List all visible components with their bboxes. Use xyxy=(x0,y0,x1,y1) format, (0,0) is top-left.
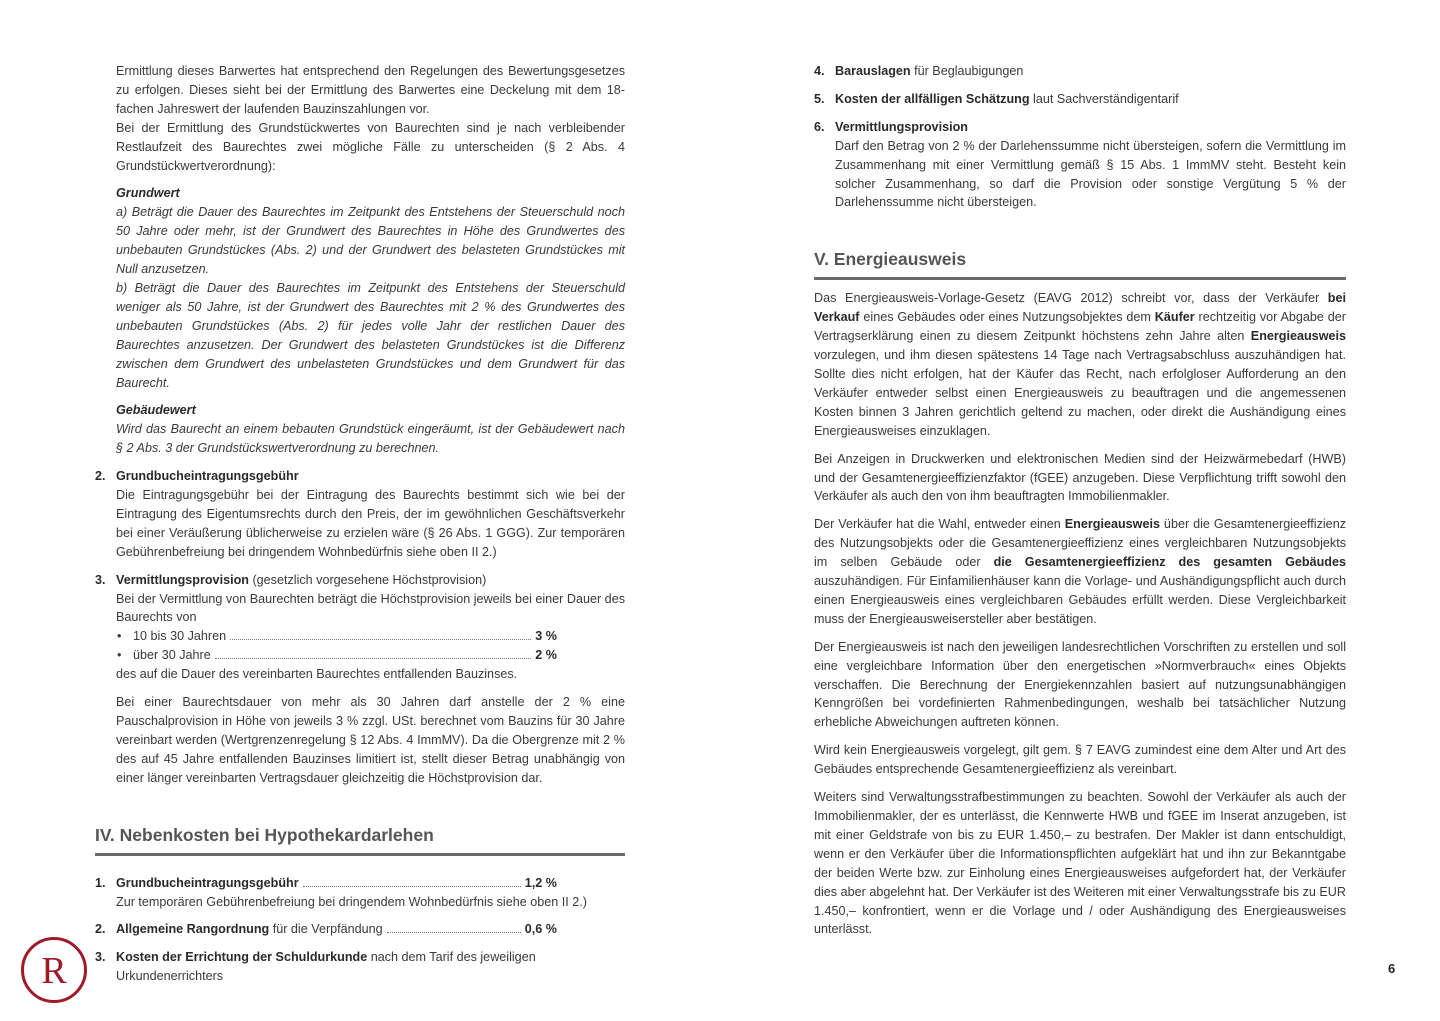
energie-paragraph-1: Das Energieausweis-Vorlage-Gesetz (EAVG 2012) schreibt vor, dass der Verkäufer bei Verkauf eines Gebäudes oder eines Nutzungsobjektes dem Käufer rechtzeitig vor Abgabe der Vertragserklärung einen zu diesem Zeitpunkt höchstens zehn Jahre alten Energieausweis vorzulegen, und ihm diesen spätestens 14 Tage nach Vertragsabschluss auszuhändigen hat. Sollte dies nicht erfolgen, hat der Käufer das Recht, nach erfolgloser Aufforderung an den Verkäufer entweder selbst einen Energieausweis zu beauftragen und die angemessenen Kosten binnen 3 Jahren gerichtlich geltend zu machen, oder direkt die Aushändigung eines Energieausweises einzuklagen. xyxy=(814,291,1346,438)
list-item-vermittlungsprovision-right xyxy=(814,118,1346,213)
grundwert-case-b: b) Beträgt die Dauer des Baurechtes im Zeitpunkt des Entstehens der Steuerschuld weniger als 50 Jahre, ist der Grundwert des Baurechtes mit 2 % des Grundwertes des unbebauten Grundstückes (Abs. 2) für jedes volle Jahr der restlichen Dauer des Baurechtes anzusetzen. Der Grundwert des belasteten Grundstückes ist die Differenz zwischen dem Grundwert des unbelasteten Grundstückes und dem Grundwert für das Baurecht. xyxy=(116,280,625,390)
item-suffix: für Beglaubigungen xyxy=(910,64,1024,78)
item-title: Barauslagen xyxy=(835,64,911,78)
item-number: 5. xyxy=(814,91,825,106)
bullet-value: 3 % xyxy=(535,629,557,644)
item-text: Darf den Betrag von 2 % der Darlehenssumme nicht übersteigen, sofern die Vermittlung im Zusammenhang mit einer Vermittlung gemäß § 15 Abs. 1 ImmMV steht. Besteht kein solcher Zusammenhang, so darf die Provision oder sonstige Vergütung 5 % der Darlehenssumme nicht übersteigen. xyxy=(835,138,1346,210)
item-title: Grundbucheintragungsgebühr xyxy=(116,469,299,484)
gebaeudewert-heading: Gebäudewert xyxy=(116,403,196,418)
r-logo-icon xyxy=(20,936,88,1004)
page-number: 6 xyxy=(1388,961,1396,976)
bullet-label: 10 bis 30 Jahren xyxy=(133,629,227,644)
item-number: 2. xyxy=(95,922,106,937)
item-title: Vermittlungsprovision xyxy=(116,572,249,587)
item-number: 4. xyxy=(814,64,825,78)
bullet-label: über 30 Jahre xyxy=(133,648,211,663)
item-value: 0,6 % xyxy=(524,922,557,937)
item-suffix: laut Sachverständigentarif xyxy=(1029,91,1179,106)
item-number: 3. xyxy=(95,572,106,587)
item-number: 1. xyxy=(95,875,106,890)
intro-paragraph-1: Ermittlung dieses Barwertes hat entsprechend den Regelungen des Bewertungsgesetzes zu erfolgen. Dieses sieht bei der Ermittlung des Barwertes eine Deckelung mit dem 18-fachen Jahreswert der laufenden Bauzinszahlungen vor. xyxy=(116,64,625,116)
list-item-barauslagen xyxy=(814,62,1346,81)
item-text: Bei der Vermittlung von Baurechten beträgt die Höchstprovision jeweils bei einer Dauer des Baurechts von xyxy=(116,591,625,625)
bullet-item-1 xyxy=(95,627,557,646)
item-suffix: nach dem Tarif des jeweiligen Urkundenerrichters xyxy=(116,950,536,984)
section-heading-v: V. Energieausweis xyxy=(814,248,1346,280)
right-column xyxy=(814,62,1346,939)
bullet-icon: • xyxy=(117,629,122,644)
bullet-item-2 xyxy=(95,646,557,665)
gebaeudewert-text: Wird das Baurecht an einem bebauten Grundstück eingeräumt, ist der Gebäudewert nach § 2 Abs. 3 der Grundstückswertverordnung zu berechnen. xyxy=(116,422,625,456)
bullet-value: 2 % xyxy=(535,648,557,663)
bullet-icon: • xyxy=(117,648,122,663)
energie-paragraph-6: Weiters sind Verwaltungsstrafbestimmungen zu beachten. Sowohl der Verkäufer als auch der Immobilienmakler, der es unterlässt, die Kennwerte HWB und fGEE im Inserat anzugeben, ist mit einer Geldstrafe von bis zu EUR 1.450,– zu bestrafen. Der Makler ist dann entschuldigt, wenn er den Verkäufer über die Informationspflichten aufgeklärt hat und ihn zur Bekanntgabe der beiden Werte bzw. zur Einholung eines Energieausweises aufgefordert hat, der Verkäufer dies aber abgelehnt hat. Der Verkäufer ist des Weiteren mit einer Verwaltungsstrafe bis zu EUR 1.450,– konfrontiert, wenn er die Vorlage und / oder Aushändigung des Energieausweises unterlässt. xyxy=(814,790,1346,937)
item-text: Die Eintragungsgebühr bei der Eintragung des Baurechts bestimmt sich wie bei der Eintragung des Eigentumsrechts durch den Preis, der im gewöhnlichen Geschäftsverkehr bei einer Veräußerung üblicherweise zu erzielen wäre (§ 26 Abs. 1 GGG). Zur temporären Gebührenbefreiung bei dringendem Wohnbedürfnis siehe oben II 2.) xyxy=(116,488,625,559)
item-text: Zur temporären Gebührenbefreiung bei dringendem Wohnbedürfnis siehe oben II 2.) xyxy=(116,894,587,909)
list-item-s4-3 xyxy=(95,948,625,986)
list-item-grundbucheintragung xyxy=(95,467,625,562)
item-title: Allgemeine Rangordnung xyxy=(116,922,270,937)
energie-paragraph-2: Bei Anzeigen in Druckwerken und elektronischen Medien sind der Heizwärmebedarf (HWB) und der Gesamtenergieeffizienzfaktor (fGEE) anzugeben. Diese Verpflichtung trifft sowohl den Verkäufer als auch den von ihm beauftragten Immobilienmakler. xyxy=(814,451,1346,504)
intro-block xyxy=(95,62,625,458)
item-title: Vermittlungsprovision xyxy=(835,119,968,134)
grundwert-heading: Grundwert xyxy=(116,186,180,201)
item-title: Kosten der allfälligen Schätzung xyxy=(835,91,1030,106)
section-heading-iv: IV. Nebenkosten bei Hypothekardarlehen xyxy=(95,824,625,856)
list-item-s4-1 xyxy=(95,874,625,912)
energie-paragraph-4: Der Energieausweis ist nach den jeweiligen landesrechtlichen Vorschriften zu erstellen und soll eine vergleichbare Information über den energetischen »Normverbrauch« eines Objekts verschaffen. Die Berechnung der Energiekennzahlen basiert auf nutzungsunabhängigen Kenngrößen bei vordefinierten Rahmenbedingungen, weshalb bei tatsächlicher Nutzung erhebliche Abweichungen auftreten können. xyxy=(814,639,1346,730)
grundwert-case-a: a) Beträgt die Dauer des Baurechtes im Zeitpunkt des Entstehens der Steuerschuld noch 50 Jahre oder mehr, ist der Grundwert des Baurechtes in Höhe des Grundwertes des unbebauten Grundstückes (Abs. 2) und der Grundwert des belasteten Grundstückes mit Null anzusetzen. xyxy=(116,205,625,277)
item-value: 1,2 % xyxy=(524,875,557,890)
energie-paragraph-5: Wird kein Energieausweis vorgelegt, gilt gem. § 7 EAVG zumindest eine dem Alter und Art des Gebäudes entsprechende Gesamtenergieeffizienz als vereinbart. xyxy=(814,743,1346,777)
item-number: 6. xyxy=(814,119,825,134)
logo-letter: R xyxy=(41,950,67,992)
item-paragraph: Bei einer Baurechtsdauer von mehr als 30 Jahren darf anstelle der 2 % eine Pauschalprovision in Höhe von jeweils 3 % zzgl. USt. berechnet vom Bauzins für 30 Jahre vereinbart werden (Wertgrenzenregelung § 12 Abs. 4 ImmMV). Da die Obergrenze mit 2 % des auf 45 Jahre entfallenden Bauzinses limitiert ist, stellt dieser Betrag unabhängig von einer länger vereinbarten Vertragsdauer gleichzeitig die Höchstprovision dar. xyxy=(116,695,625,785)
list-item-schaetzung xyxy=(814,90,1346,109)
item-suffix: für die Verpfändung xyxy=(269,922,383,937)
intro-paragraph-2: Bei der Ermittlung des Grundstückwertes von Baurechten sind je nach verbleibender Restlaufzeit des Baurechtes zwei mögliche Fälle zu unterscheiden (§ 2 Abs. 4 Grundstückwertverordnung): xyxy=(116,120,625,173)
item-text-after: des auf die Dauer des vereinbarten Baurechtes entfallenden Bauzinses. xyxy=(116,667,518,682)
item-number: 3. xyxy=(95,950,106,965)
list-item-s4-2 xyxy=(95,920,625,939)
item-number: 2. xyxy=(95,469,106,484)
left-column xyxy=(95,62,625,986)
list-item-vermittlungsprovision xyxy=(95,571,625,628)
energie-paragraph-3: Der Verkäufer hat die Wahl, entweder einen Energieausweis über die Gesamtenergieeffizienz des Nutzungsobjekts oder die Gesamtenergieeffizienz eines vergleichbaren Nutzungsobjekts im selben Gebäude oder die Gesamtenergieeffizienz des gesamten Gebäudes auszuhändigen. Für Einfamilienhäuser kann die Vorlage- und Aushändigungspflicht auch durch einen Energieausweis eines vergleichbaren Gebäudes erfüllt werden. Diese Vergleichbarkeit muss der Energieausweisersteller aber bestätigen. xyxy=(814,517,1346,626)
item-title-suffix: (gesetzlich vorgesehene Höchstprovision) xyxy=(248,572,487,587)
item-title: Grundbucheintragungsgebühr xyxy=(116,875,299,890)
item-title: Kosten der Errichtung der Schuldurkunde xyxy=(116,950,368,965)
